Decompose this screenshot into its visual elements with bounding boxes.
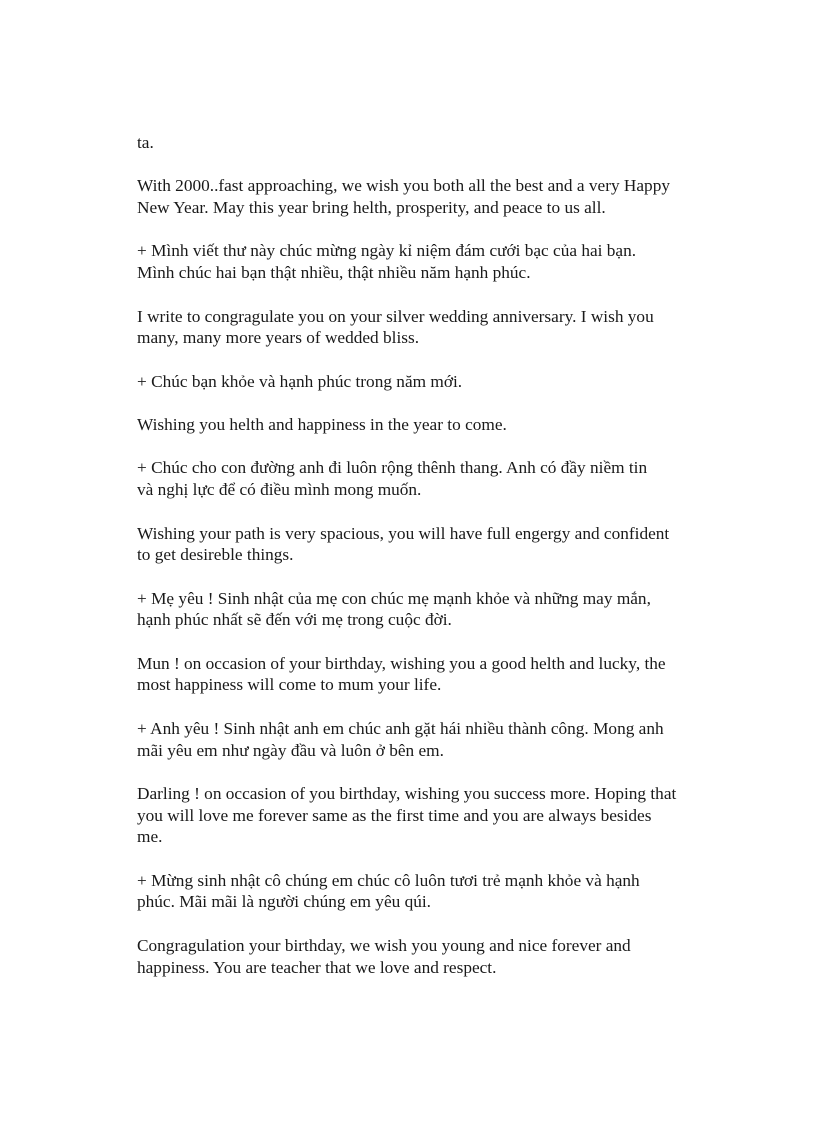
paragraph-new-year-wish-english: Wishing you helth and happiness in the year to come. bbox=[137, 415, 507, 435]
paragraph-continuation: ta. bbox=[137, 133, 154, 152]
paragraph-new-year-english: With 2000..fast approaching, we wish you both all the best and a very Happy New Year. May this year bring helth, prosperity, and peace to us all. bbox=[137, 176, 670, 218]
paragraph-path-vietnamese: + Chúc cho con đường anh đi luôn rộng thênh thang. Anh có đầy niềm tin và nghị lực để có điều mình mong muốn. bbox=[137, 458, 648, 500]
document-body bbox=[137, 132, 745, 978]
paragraph-mother-english: Mun ! on occasion of your birthday, wishing you a good helth and lucky, the most happiness will come to mum your life. bbox=[137, 653, 666, 695]
paragraph-teacher-vietnamese: + Mừng sinh nhật cô chúng em chúc cô luôn tươi trẻ mạnh khỏe và hạnh phúc. Mãi mãi là người chúng em yêu qúi. bbox=[137, 870, 640, 912]
paragraph-new-year-vietnamese: + Chúc bạn khỏe và hạnh phúc trong năm mới. bbox=[137, 371, 463, 391]
paragraph-mother-vietnamese: + Mẹ yêu ! Sinh nhật của mẹ con chúc mẹ mạnh khỏe và những may mắn, hạnh phúc nhất sẽ đến với mẹ trong cuộc đời. bbox=[137, 588, 651, 630]
paragraph-anniversary-vietnamese: + Mình viết thư này chúc mừng ngày kỉ niệm đám cưới bạc của hai bạn. Mình chúc hai bạn thật nhiều, thật nhiều năm hạnh phúc. bbox=[137, 241, 637, 283]
paragraph-darling-vietnamese: + Anh yêu ! Sinh nhật anh em chúc anh gặt hái nhiều thành công. Mong anh mãi yêu em như ngày đầu và luôn ở bên em. bbox=[137, 718, 664, 760]
paragraph-path-english: Wishing your path is very spacious, you will have full engergy and confident to get desireble things. bbox=[137, 523, 670, 565]
paragraph-teacher-english: Congragulation your birthday, we wish you young and nice forever and happiness. You are teacher that we love and respect. bbox=[137, 935, 631, 977]
paragraph-anniversary-english: I write to congragulate you on your silver wedding anniversary. I wish you many, many more years of wedded bliss. bbox=[137, 306, 654, 348]
paragraph-darling-english: Darling ! on occasion of you birthday, wishing you success more. Hoping that you will love me forever same as the first time and you are always besides me. bbox=[137, 783, 677, 847]
